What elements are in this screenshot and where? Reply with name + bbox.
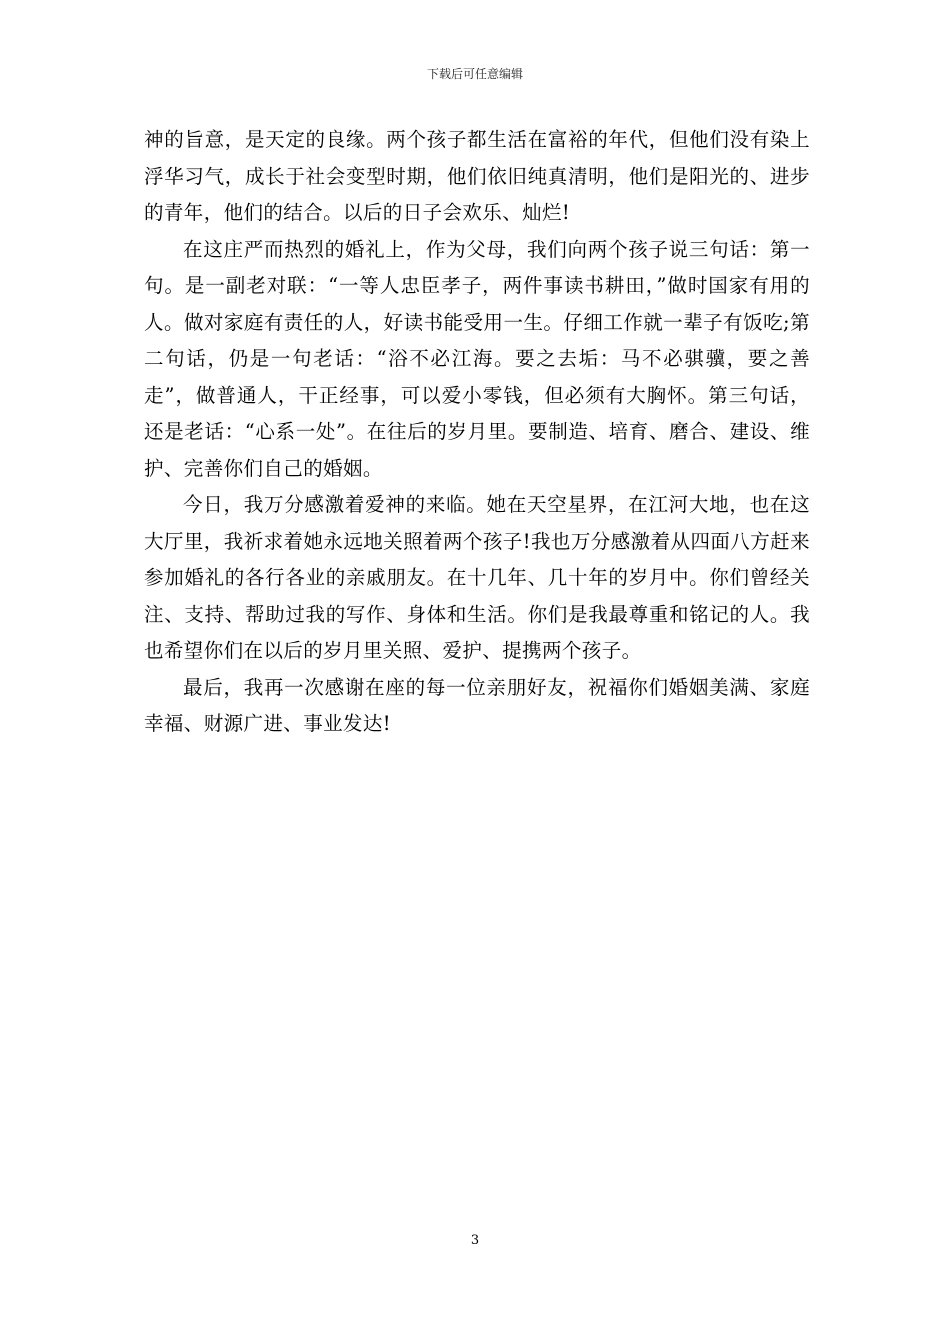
document-body bbox=[144, 122, 810, 743]
paragraph-2: 在这庄严而热烈的婚礼上，作为父母，我们向两个孩子说三句话：第一句。是一副老对联：“一等人忠臣孝子，两件事读书耕田，”做时国家有用的人。做对家庭有责任的人，好读书能受用一生。仔细工作就一辈子有饭吃;第二句话，仍是一句老话：“浴不必江海。要之去垢：马不必骐骥，要之善走”，做普通人，干正经事，可以爱小零钱，但必须有大胸怀。第三句话，还是老话：“心系一处”。在往后的岁月里。要制造、培育、磨合、建设、维护、完善你们自己的婚姻。 bbox=[144, 237, 810, 480]
page-header: 下载后可任意编辑 bbox=[426, 67, 523, 81]
page-number: 3 bbox=[470, 1233, 480, 1248]
paragraph-3: 今日，我万分感激着爱神的来临。她在天空星界，在江河大地，也在这大厅里，我祈求着她永远地关照着两个孩子!我也万分感激着从四面八方赶来参加婚礼的各行各业的亲戚朋友。在十几年、几十年的岁月中。你们曾经关注、支持、帮助过我的写作、身体和生活。你们是我最尊重和铭记的人。我也希望你们在以后的岁月里关照、爱护、提携两个孩子。 bbox=[144, 493, 810, 662]
paragraph-1: 神的旨意，是天定的良缘。两个孩子都生活在富裕的年代，但他们没有染上浮华习气，成长于社会变型时期，他们依旧纯真清明，他们是阳光的、进步的青年，他们的结合。以后的日子会欢乐、灿烂! bbox=[144, 128, 810, 224]
paragraph-4: 最后，我再一次感谢在座的每一位亲朋好友，祝福你们婚姻美满、家庭幸福、财源广进、事业发达! bbox=[144, 675, 810, 735]
